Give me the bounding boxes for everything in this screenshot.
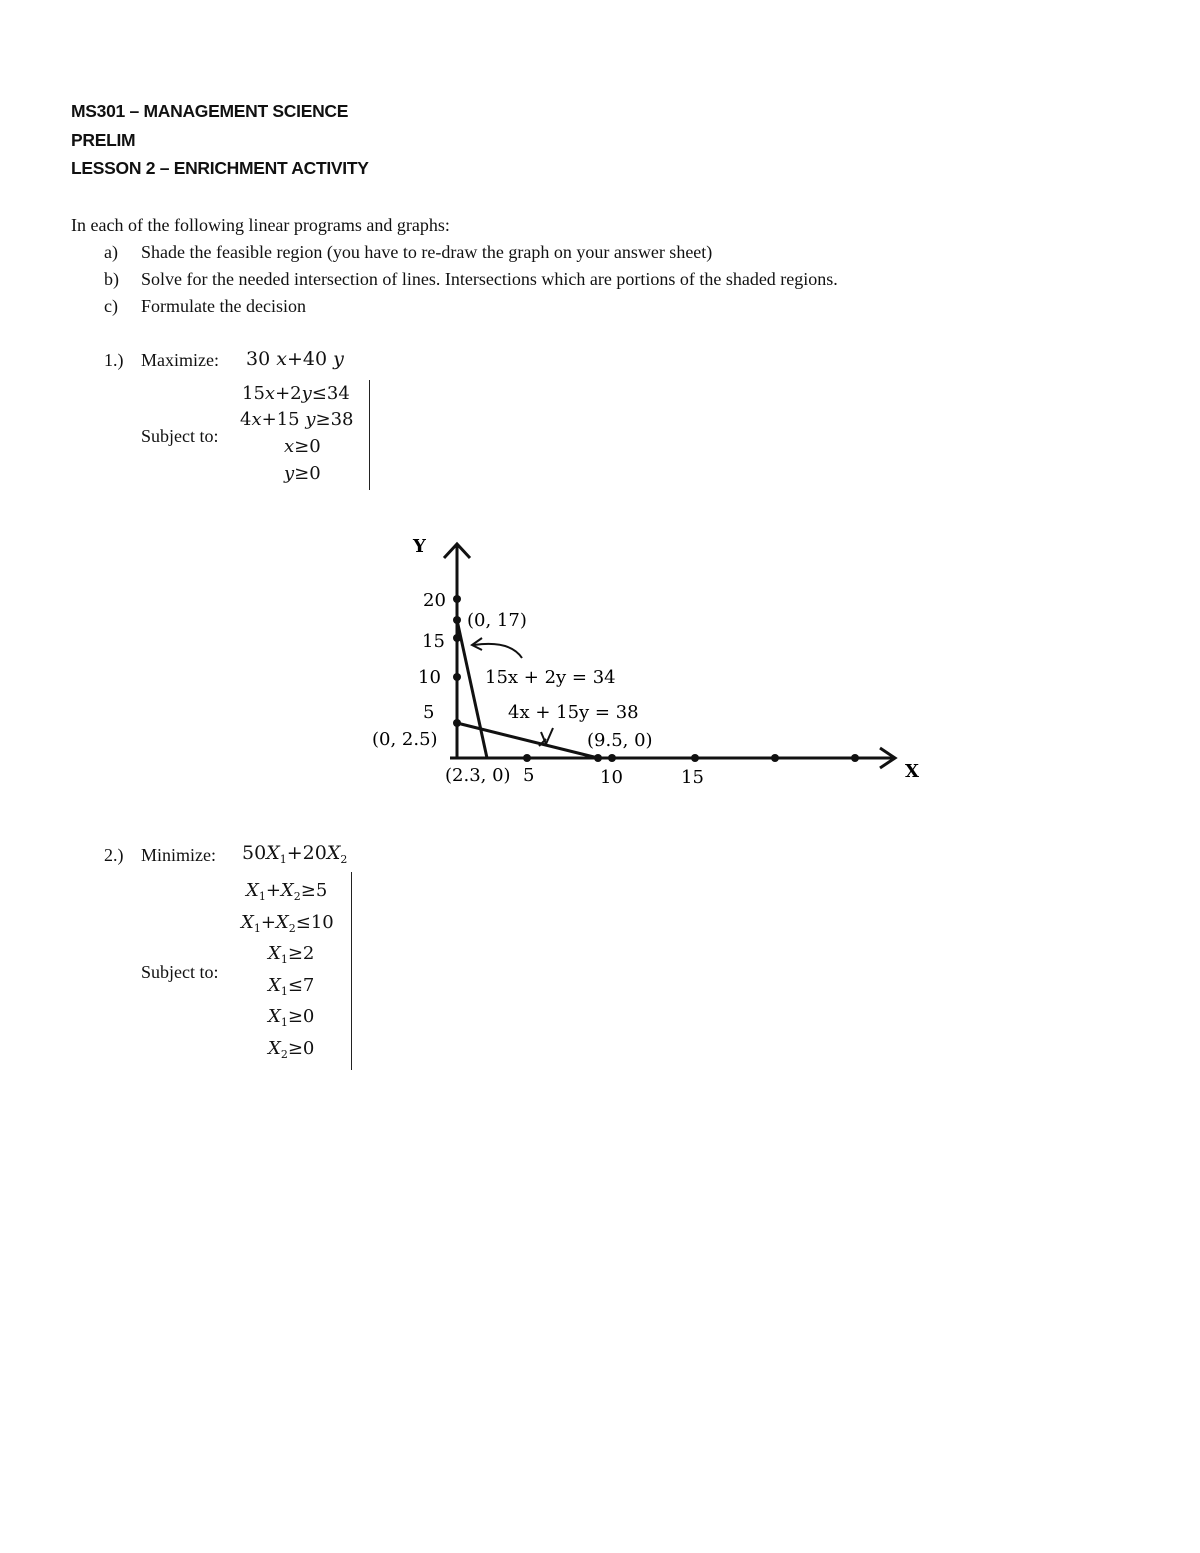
constraint-bracket <box>369 380 370 490</box>
constraint: $X_1+X_2\le 10$ <box>241 912 334 935</box>
lp-graph <box>350 520 950 810</box>
pointer-arrow <box>474 644 522 658</box>
constraint-bracket <box>351 872 352 1070</box>
y-tick-label: 5 <box>423 702 435 723</box>
y-tick-label: 15 <box>422 631 445 652</box>
instruction-letter: b) <box>104 269 119 289</box>
constraint: $X_2\ge 0$ <box>268 1038 315 1061</box>
constraint: $X_1+X_2\ge 5$ <box>246 880 328 903</box>
constraint-line-4x-15y <box>457 723 598 758</box>
problem-number: 1.) <box>104 350 124 370</box>
instruction-text: Formulate the decision <box>141 296 306 316</box>
problem-number: 2.) <box>104 845 124 865</box>
point-label-0-17: (0, 17) <box>467 610 527 631</box>
instruction-letter: a) <box>104 242 118 262</box>
constraint: x≥0 <box>284 436 321 457</box>
x-tick-dot <box>771 754 779 762</box>
course-title: MS301 – MANAGEMENT SCIENCE <box>71 101 349 121</box>
x-tick-dot <box>691 754 699 762</box>
point-label-9-5-0: (9.5, 0) <box>587 730 653 751</box>
intercept-dot <box>453 616 461 624</box>
x-tick-dot <box>851 754 859 762</box>
constraint: y≥0 <box>284 463 321 484</box>
objective-label: Maximize: <box>141 350 219 370</box>
x-axis-label: X <box>905 761 919 782</box>
constraint-line-15x-2y <box>457 620 487 758</box>
instruction-text: Shade the feasible region (you have to re-draw the graph on your answer sheet) <box>141 242 713 262</box>
intro-text: In each of the following linear programs and graphs: <box>71 215 450 235</box>
point-label-0-2-5: (0, 2.5) <box>372 729 438 750</box>
instruction-letter: c) <box>104 296 118 316</box>
y-tick-label: 20 <box>423 590 446 611</box>
y-tick-dot <box>453 673 461 681</box>
x-tick-label: 5 <box>523 765 535 786</box>
y-axis-label: Y <box>413 536 426 557</box>
constraint: 15x+2y≤34 <box>242 383 350 404</box>
term-label: PRELIM <box>71 130 136 150</box>
constraint: $X_1\ge 0$ <box>268 1006 315 1029</box>
y-tick-dot <box>453 595 461 603</box>
subject-to-label: Subject to: <box>141 426 219 446</box>
objective-label: Minimize: <box>141 845 216 865</box>
x-tick-label: 10 <box>600 767 623 788</box>
x-tick-dot <box>523 754 531 762</box>
equation-label-1: 15x + 2y = 34 <box>485 667 616 688</box>
objective-function: $50X_1+20X_2$ <box>242 842 348 866</box>
x-tick-label: 15 <box>681 767 704 788</box>
y-tick-label: 10 <box>418 667 441 688</box>
equation-label-2: 4x + 15y = 38 <box>508 702 639 723</box>
lesson-title: LESSON 2 – ENRICHMENT ACTIVITY <box>71 158 369 178</box>
x-tick-dot <box>608 754 616 762</box>
pointer-check <box>539 728 553 746</box>
constraint: $X_1\le 7$ <box>268 975 315 998</box>
point-label-2-3-0: (2.3, 0) <box>445 765 511 786</box>
instruction-text: Solve for the needed intersection of lines. Intersections which are portions of the shaded regions. <box>141 269 838 289</box>
objective-function: 30 x+40 y <box>246 348 344 370</box>
constraint: 4x+15 y≥38 <box>240 409 354 430</box>
constraint: $X_1\ge 2$ <box>268 943 315 966</box>
subject-to-label: Subject to: <box>141 962 219 982</box>
